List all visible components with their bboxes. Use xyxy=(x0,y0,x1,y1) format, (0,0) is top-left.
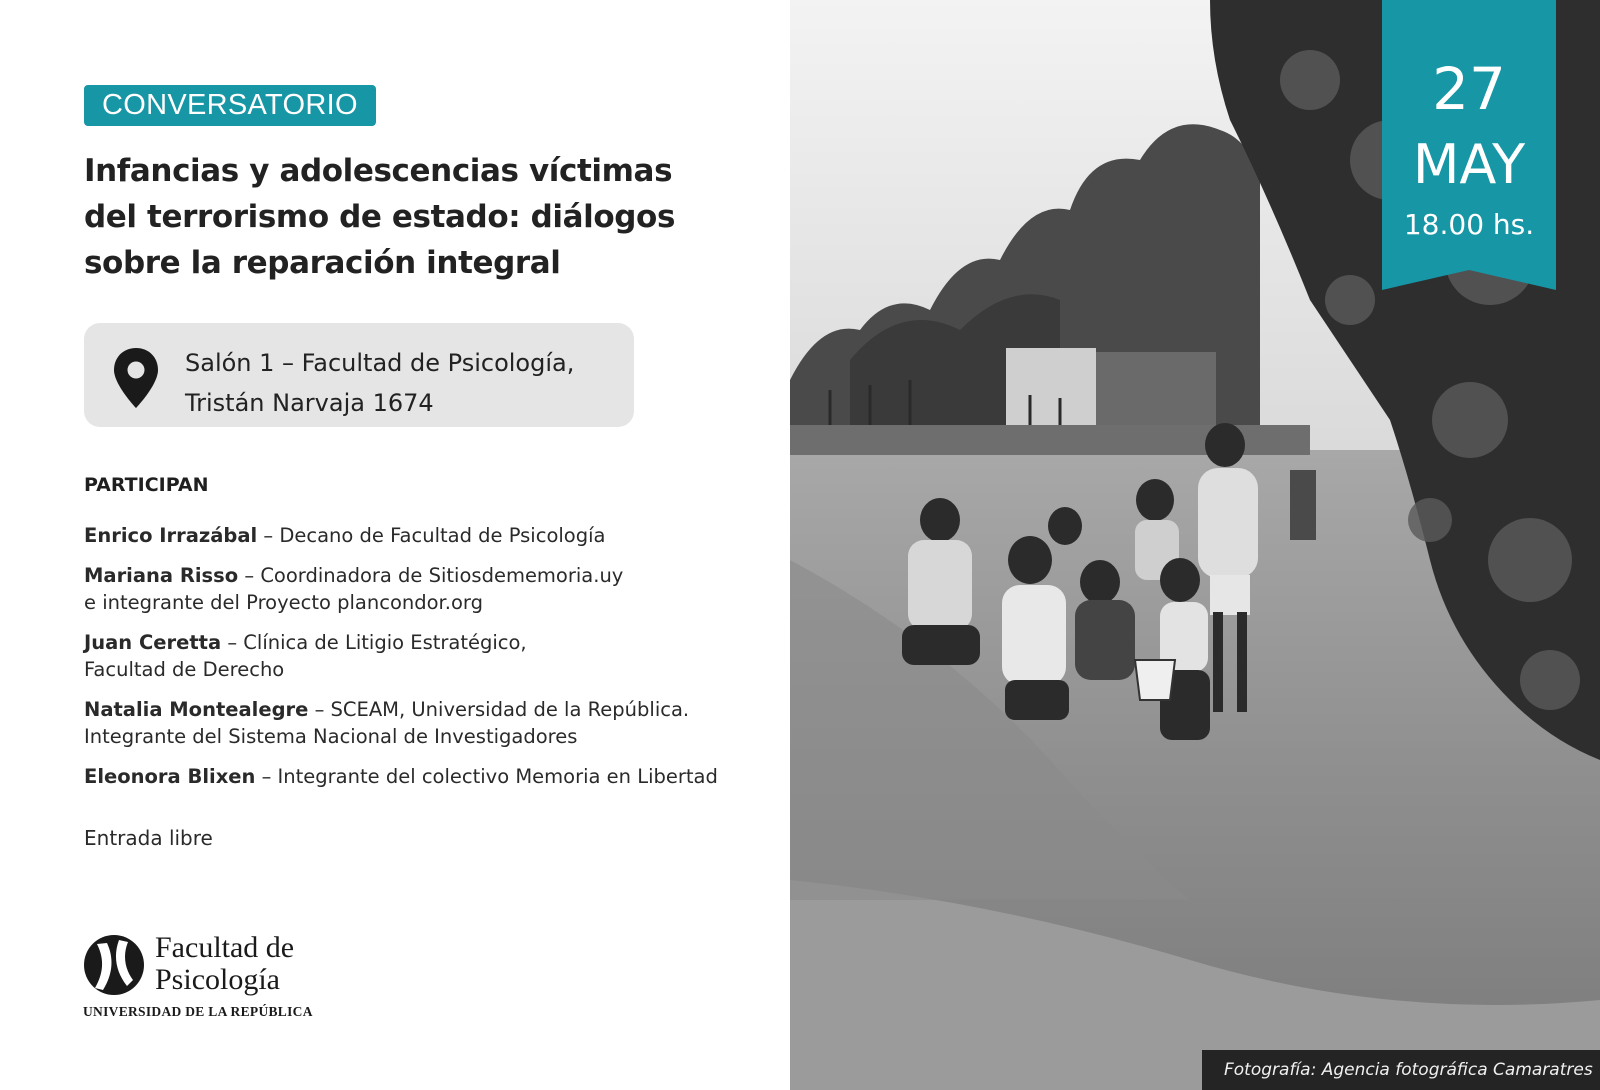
participant-name: Juan Ceretta xyxy=(84,631,222,654)
event-title: Infancias y adolescencias víctimas del terrorismo de estado: diálogos sobre la reparación integral xyxy=(84,153,676,281)
logo-wordmark xyxy=(155,932,415,996)
participant-role-continued: Facultad de Derecho xyxy=(84,658,285,681)
participant-role-continued: e integrante del Proyecto plancondor.org xyxy=(84,591,483,614)
event-info-panel xyxy=(0,0,790,1090)
participant-role-continued: Integrante del Sistema Nacional de Investigadores xyxy=(84,725,578,748)
participant-name: Natalia Montealegre xyxy=(84,698,309,721)
photo-credit: Fotografía: Agencia fotográfica Camaratres xyxy=(1202,1050,1600,1090)
event-day: 27 xyxy=(1432,55,1506,123)
location-line-2: Tristán Narvaja 1674 xyxy=(185,389,434,417)
location-line-1: Salón 1 – Facultad de Psicología, xyxy=(185,349,575,377)
location-box xyxy=(84,323,634,427)
participants-heading: PARTICIPAN xyxy=(84,474,209,496)
logo-name-line-2: Psicología xyxy=(155,963,280,996)
admission-note: Entrada libre xyxy=(84,826,213,850)
participants-list xyxy=(84,522,784,803)
participant-item xyxy=(84,629,784,683)
facultad-logo xyxy=(83,931,403,1024)
location-address xyxy=(185,343,625,423)
participant-item xyxy=(84,763,784,790)
logo-name-line-1: Facultad de xyxy=(155,931,295,964)
participant-name: Mariana Risso xyxy=(84,564,239,587)
participant-item xyxy=(84,522,784,549)
event-month: MAY xyxy=(1412,133,1526,196)
participant-role: – SCEAM, Universidad de la República. xyxy=(308,698,690,721)
map-pin-icon xyxy=(112,347,160,409)
date-ribbon xyxy=(1382,0,1556,290)
participant-role: – Clínica de Litigio Estratégico, xyxy=(221,631,527,654)
participant-role: – Coordinadora de Sitiosdememoria.uy xyxy=(238,564,624,587)
participant-name: Enrico Irrazábal xyxy=(84,524,258,547)
logo-subtitle: UNIVERSIDAD DE LA REPÚBLICA xyxy=(83,1004,313,1019)
participant-name: Eleonora Blixen xyxy=(84,765,256,788)
participant-role: – Decano de Facultad de Psicología xyxy=(257,524,606,547)
participant-role: – Integrante del colectivo Memoria en Libertad xyxy=(255,765,718,788)
event-type-badge: CONVERSATORIO xyxy=(84,85,376,126)
event-time: 18.00 hs. xyxy=(1403,208,1535,241)
participant-item xyxy=(84,696,784,750)
participant-item xyxy=(84,562,784,616)
facultad-psicologia-logo-icon xyxy=(83,934,145,996)
